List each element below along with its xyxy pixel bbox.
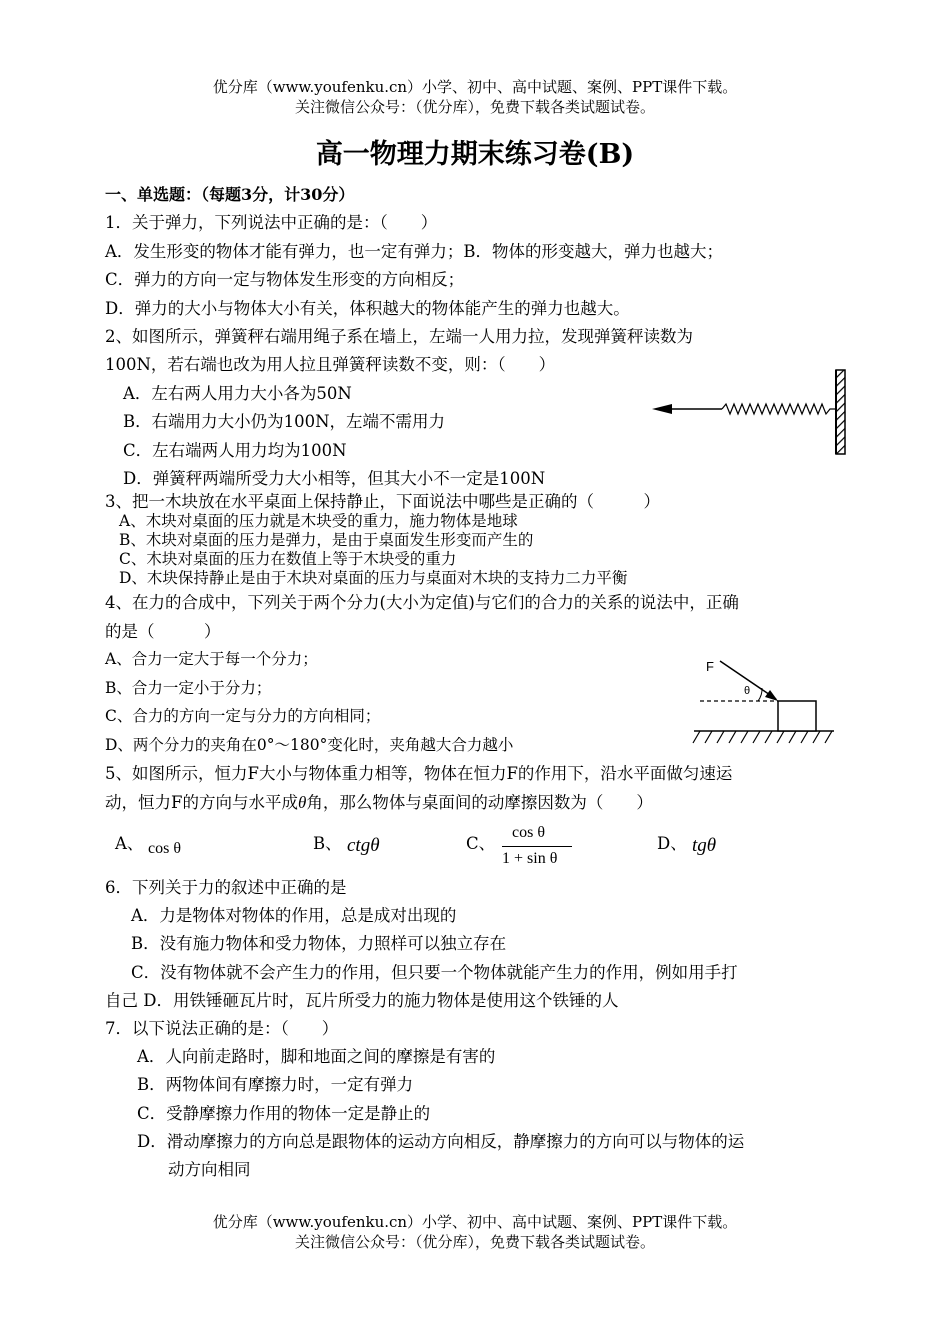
q4-option-d: D、两个分力的夹角在0°～180°变化时，夹角越大合力越小 bbox=[105, 736, 514, 754]
q1-stem: 1．关于弹力，下列说法中正确的是：（ ） bbox=[105, 213, 438, 232]
q7-stem: 7．以下说法正确的是：（ ） bbox=[105, 1019, 339, 1038]
q3-option-c: C、木块对桌面的压力在数值上等于木块受的重力 bbox=[119, 550, 457, 568]
q3-option-d: D、木块保持静止是由于木块对桌面的压力与桌面对木块的支持力二力平衡 bbox=[119, 569, 628, 587]
footer-line-2: 关注微信公众号：（优分库），免费下载各类试题试卷。 bbox=[294, 1233, 655, 1251]
force-label: F bbox=[706, 659, 714, 674]
q7-option-d-line-2: 动方向相同 bbox=[168, 1160, 251, 1179]
q7-option-c: C．受静摩擦力作用的物体一定是静止的 bbox=[137, 1104, 431, 1123]
arrow-head bbox=[652, 404, 672, 414]
q1-option-c: C．弹力的方向一定与物体发生形变的方向相反； bbox=[105, 270, 465, 289]
spring bbox=[722, 404, 836, 414]
q5-option-c-label: C、 bbox=[466, 834, 496, 853]
q5-option-c-denominator: 1 + sin θ bbox=[502, 850, 558, 867]
q7-option-b: B．两物体间有摩擦力时，一定有弹力 bbox=[137, 1075, 414, 1094]
q5-option-c-fraction-bar bbox=[502, 846, 572, 847]
q5-stem-post: 角，那么物体与桌面间的动摩擦因数为（ ） bbox=[306, 793, 653, 812]
header-line-1: 优分库（www.youfenku.cn）小学、初中、高中试题、案例、PPT课件下载。 bbox=[212, 78, 738, 96]
section-heading: 一、单选题：（每题3分，计30分） bbox=[105, 185, 355, 204]
q4-stem-line-2: 的是（ ） bbox=[105, 622, 221, 641]
q1-option-d: D．弹力的大小与物体大小有关，体积越大的物体能产生的弹力也越大。 bbox=[105, 299, 630, 318]
q5-option-d-value: tgθ bbox=[692, 835, 717, 856]
q5-option-b-value: ctgθ bbox=[347, 835, 380, 856]
q5-stem-theta: θ bbox=[297, 793, 307, 812]
ground-hatch bbox=[693, 731, 832, 743]
q4-stem-line-1: 4、在力的合成中，下列关于两个分力(大小为定值)与它们的合力的关系的说法中，正确 bbox=[105, 593, 739, 612]
q5-option-b-label: B、 bbox=[313, 834, 342, 853]
q3-stem: 3、把一木块放在水平桌面上保持静止，下面说法中哪些是正确的（ ） bbox=[105, 492, 660, 511]
spring-scale-figure bbox=[650, 368, 850, 458]
q6-option-a: A．力是物体对物体的作用，总是成对出现的 bbox=[131, 906, 457, 925]
q6-option-c-line-2: 自己 D．用铁锤砸瓦片时，瓦片所受力的施力物体是使用这个铁锤的人 bbox=[105, 991, 619, 1010]
q2-stem-line-2: 100N，若右端也改为用人拉且弹簧秤读数不变，则：（ ） bbox=[105, 355, 556, 374]
block-force-figure bbox=[692, 655, 842, 750]
q2-stem-line-1: 2、如图所示，弹簧秤右端用绳子系在墙上，左端一人用力拉，发现弹簧秤读数为 bbox=[105, 327, 693, 346]
q2-option-d: D．弹簧秤两端所受力大小相等，但其大小不一定是100N bbox=[123, 469, 546, 488]
block bbox=[778, 701, 816, 731]
q6-option-b: B．没有施力物体和受力物体，力照样可以独立存在 bbox=[131, 934, 507, 953]
q5-option-c-numerator: cos θ bbox=[512, 824, 545, 841]
q3-option-a: A、木块对桌面的压力就是木块受的重力，施力物体是地球 bbox=[119, 512, 518, 530]
header-line-2: 关注微信公众号：（优分库），免费下载各类试题试卷。 bbox=[294, 98, 655, 116]
q1-option-ab: A．发生形变的物体才能有弹力，也一定有弹力；B．物体的形变越大，弹力也越大； bbox=[105, 242, 724, 261]
q2-option-b: B．右端用力大小仍为100N，左端不需用力 bbox=[123, 412, 446, 431]
force-arrow-head bbox=[765, 690, 778, 701]
page-title: 高一物理力期末练习卷(B) bbox=[315, 139, 635, 170]
q7-option-a: A．人向前走路时，脚和地面之间的摩擦是有害的 bbox=[137, 1047, 496, 1066]
q5-stem-line-2 bbox=[105, 794, 653, 812]
q5-option-a-label: A、 bbox=[115, 834, 144, 853]
q3-option-b: B、木块对桌面的压力是弹力，是由于桌面发生形变而产生的 bbox=[119, 531, 534, 549]
q5-stem-pre: 动，恒力F的方向与水平成 bbox=[105, 793, 298, 812]
q4-option-b: B、合力一定小于分力； bbox=[105, 679, 272, 697]
footer-line-1: 优分库（www.youfenku.cn）小学、初中、高中试题、案例、PPT课件下载。 bbox=[212, 1213, 738, 1231]
q5-stem-line-1: 5、如图所示，恒力F大小与物体重力相等，物体在恒力F的作用下，沿水平面做匀速运 bbox=[105, 764, 733, 783]
q2-option-a: A．左右两人用力大小各为50N bbox=[123, 384, 352, 403]
q6-option-c-line-1: C．没有物体就不会产生力的作用，但只要一个物体就能产生力的作用，例如用手打 bbox=[131, 963, 738, 982]
wall bbox=[836, 370, 845, 454]
q7-option-d-line-1: D．滑动摩擦力的方向总是跟物体的运动方向相反，静摩擦力的方向可以与物体的运 bbox=[137, 1132, 745, 1151]
q4-option-c: C、合力的方向一定与分力的方向相同； bbox=[105, 707, 381, 725]
q4-option-a: A、合力一定大于每一个分力； bbox=[105, 650, 318, 668]
q2-option-c: C．左右端两人用力均为100N bbox=[123, 441, 347, 460]
q5-option-d-label: D、 bbox=[657, 834, 687, 853]
q5-option-a-value: cos θ bbox=[148, 840, 181, 857]
q6-stem: 6．下列关于力的叙述中正确的是 bbox=[105, 878, 347, 897]
angle-label: θ bbox=[744, 685, 751, 697]
